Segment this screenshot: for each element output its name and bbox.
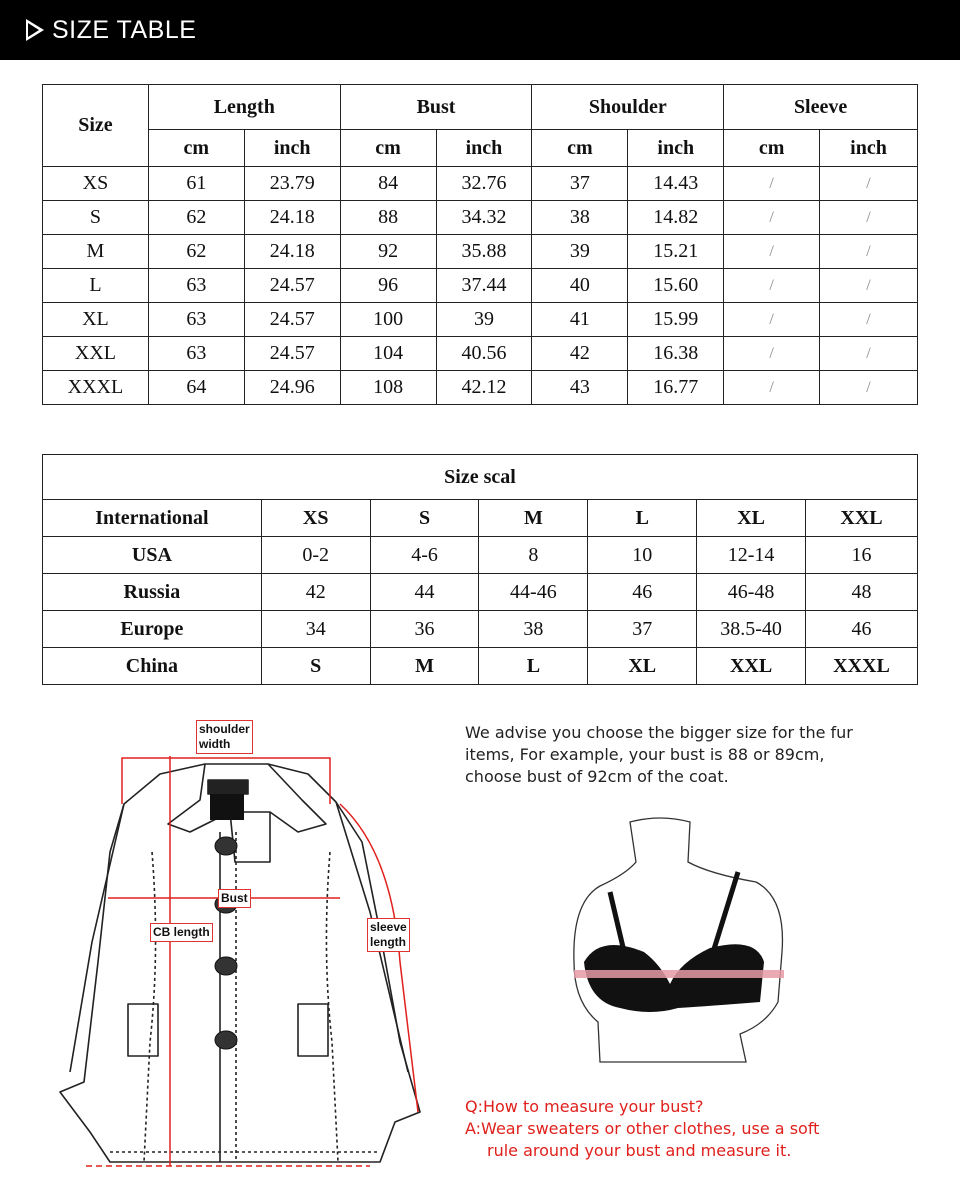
size-cell: XXXL — [43, 371, 149, 405]
measure-cell: 63 — [148, 337, 244, 371]
measure-cell: 15.21 — [628, 235, 724, 269]
measure-cell: 104 — [340, 337, 436, 371]
measure-cell: / — [820, 337, 918, 371]
length-header: Length — [148, 85, 340, 130]
measure-cell: 38 — [532, 201, 628, 235]
size-row — [43, 167, 918, 201]
scale-cell: XL — [588, 648, 697, 685]
measure-cell: 32.76 — [436, 167, 532, 201]
coat-outline — [60, 764, 420, 1162]
measure-cell: 62 — [148, 235, 244, 269]
unit-header: inch — [436, 130, 532, 167]
measure-cell: 35.88 — [436, 235, 532, 269]
advice-line: choose bust of 92cm of the coat. — [465, 767, 729, 786]
shoulder-width-label — [196, 720, 253, 754]
scale-row — [43, 648, 918, 685]
measure-cell: 88 — [340, 201, 436, 235]
shoulder-label-line: width — [199, 737, 231, 751]
size-row — [43, 337, 918, 371]
size-scale-table — [42, 454, 918, 685]
sleeve-label-line: length — [370, 935, 406, 949]
measure-cell: 63 — [148, 303, 244, 337]
measure-cell: 39 — [532, 235, 628, 269]
unit-header: cm — [148, 130, 244, 167]
measure-cell: / — [820, 235, 918, 269]
size-row — [43, 269, 918, 303]
measure-cell: 23.79 — [244, 167, 340, 201]
bra-shape — [584, 944, 764, 1012]
sleeve-length-label — [367, 918, 410, 952]
scale-row-header: USA — [43, 537, 262, 574]
size-cell: XL — [43, 303, 149, 337]
size-cell: XS — [43, 167, 149, 201]
measure-cell: 16.77 — [628, 371, 724, 405]
scale-cell: XL — [697, 500, 806, 537]
measure-cell: 39 — [436, 303, 532, 337]
measure-cell: 40 — [532, 269, 628, 303]
measure-cell: 42.12 — [436, 371, 532, 405]
qa-text — [465, 1096, 905, 1162]
measure-cell: 24.18 — [244, 201, 340, 235]
sleeve-header: Sleeve — [724, 85, 918, 130]
scale-cell: 12-14 — [697, 537, 806, 574]
scale-row-header: Russia — [43, 574, 262, 611]
scale-row — [43, 574, 918, 611]
scale-cell: 8 — [479, 537, 588, 574]
size-row — [43, 235, 918, 269]
measure-cell: 16.38 — [628, 337, 724, 371]
size-cell: XXL — [43, 337, 149, 371]
size-header: Size — [43, 85, 149, 167]
measure-cell: 15.99 — [628, 303, 724, 337]
scale-cell: M — [370, 648, 479, 685]
bust-label: Bust — [218, 889, 251, 908]
measure-cell: 15.60 — [628, 269, 724, 303]
scale-cell: 44-46 — [479, 574, 588, 611]
advice-text — [465, 722, 905, 788]
measure-cell: / — [820, 371, 918, 405]
unit-header: cm — [532, 130, 628, 167]
scale-cell: L — [479, 648, 588, 685]
scale-cell: 34 — [261, 611, 370, 648]
measure-cell: 42 — [532, 337, 628, 371]
measure-cell: 63 — [148, 269, 244, 303]
qa-answer-line: rule around your bust and measure it. — [487, 1141, 792, 1160]
scale-cell: S — [370, 500, 479, 537]
unit-header: inch — [244, 130, 340, 167]
cb-length-label: CB length — [150, 923, 213, 942]
scale-cell: 48 — [806, 574, 918, 611]
scale-cell: 38 — [479, 611, 588, 648]
qa-question: Q:How to measure your bust? — [465, 1097, 704, 1116]
size-row — [43, 371, 918, 405]
measure-cell: / — [724, 167, 820, 201]
page-title: SIZE TABLE — [52, 15, 197, 44]
measure-cell: / — [724, 235, 820, 269]
shoulder-header: Shoulder — [532, 85, 724, 130]
measure-cell: 62 — [148, 201, 244, 235]
scale-cell: M — [479, 500, 588, 537]
scale-cell: S — [261, 648, 370, 685]
size-table — [42, 84, 918, 405]
measure-cell: 24.96 — [244, 371, 340, 405]
scale-cell: XS — [261, 500, 370, 537]
measure-cell: 92 — [340, 235, 436, 269]
coat-buttons — [215, 837, 237, 1049]
unit-header: cm — [340, 130, 436, 167]
size-cell: S — [43, 201, 149, 235]
measure-cell: 64 — [148, 371, 244, 405]
measure-cell: 100 — [340, 303, 436, 337]
measure-cell: 43 — [532, 371, 628, 405]
unit-header: inch — [628, 130, 724, 167]
scale-cell: XXL — [697, 648, 806, 685]
scale-cell: 46 — [806, 611, 918, 648]
scale-cell: XXXL — [806, 648, 918, 685]
qa-answer-line: A:Wear sweaters or other clothes, use a soft — [465, 1119, 820, 1138]
scale-cell: L — [588, 500, 697, 537]
size-row — [43, 303, 918, 337]
scale-cell: 46-48 — [697, 574, 806, 611]
scale-row — [43, 500, 918, 537]
scale-row-header: International — [43, 500, 262, 537]
measure-cell: / — [724, 371, 820, 405]
measure-cell: 24.18 — [244, 235, 340, 269]
bust-header: Bust — [340, 85, 532, 130]
measure-cell: / — [820, 303, 918, 337]
size-cell: L — [43, 269, 149, 303]
scale-cell: 37 — [588, 611, 697, 648]
scale-row — [43, 611, 918, 648]
scale-cell: 10 — [588, 537, 697, 574]
scale-row — [43, 537, 918, 574]
sleeve-label-line: sleeve — [370, 920, 407, 934]
shoulder-label-line: shoulder — [199, 722, 250, 736]
advice-line: We advise you choose the bigger size for the fur — [465, 723, 853, 742]
measure-cell: 40.56 — [436, 337, 532, 371]
measure-cell: 37 — [532, 167, 628, 201]
measure-cell: / — [724, 201, 820, 235]
measure-cell: 24.57 — [244, 303, 340, 337]
scale-row-header: Europe — [43, 611, 262, 648]
measure-cell: 37.44 — [436, 269, 532, 303]
measure-cell: / — [724, 303, 820, 337]
measure-cell: 84 — [340, 167, 436, 201]
scale-cell: 38.5-40 — [697, 611, 806, 648]
scale-cell: 4-6 — [370, 537, 479, 574]
header-bar — [0, 0, 960, 60]
scale-cell: 42 — [261, 574, 370, 611]
measure-cell: 24.57 — [244, 269, 340, 303]
measure-cell: 41 — [532, 303, 628, 337]
unit-header: cm — [724, 130, 820, 167]
measure-cell: / — [724, 337, 820, 371]
scale-cell: 36 — [370, 611, 479, 648]
unit-header: inch — [820, 130, 918, 167]
size-cell: M — [43, 235, 149, 269]
measure-cell: / — [820, 201, 918, 235]
bust-mannequin-image — [560, 812, 800, 1072]
scale-cell: XXL — [806, 500, 918, 537]
measure-cell: 96 — [340, 269, 436, 303]
measure-cell: 108 — [340, 371, 436, 405]
advice-line: items, For example, your bust is 88 or 89cm, — [465, 745, 825, 764]
size-scale-caption: Size scal — [43, 455, 918, 500]
measure-cell: / — [724, 269, 820, 303]
bust-tape — [574, 970, 784, 978]
scale-cell: 16 — [806, 537, 918, 574]
mannequin-outline — [574, 818, 783, 1062]
measure-cell: 24.57 — [244, 337, 340, 371]
measure-cell: / — [820, 269, 918, 303]
play-triangle-icon — [26, 19, 44, 41]
size-row — [43, 201, 918, 235]
measure-cell: / — [820, 167, 918, 201]
measure-cell: 34.32 — [436, 201, 532, 235]
scale-cell: 46 — [588, 574, 697, 611]
measure-cell: 14.82 — [628, 201, 724, 235]
scale-row-header: China — [43, 648, 262, 685]
measure-cell: 61 — [148, 167, 244, 201]
scale-cell: 44 — [370, 574, 479, 611]
measure-cell: 14.43 — [628, 167, 724, 201]
scale-cell: 0-2 — [261, 537, 370, 574]
